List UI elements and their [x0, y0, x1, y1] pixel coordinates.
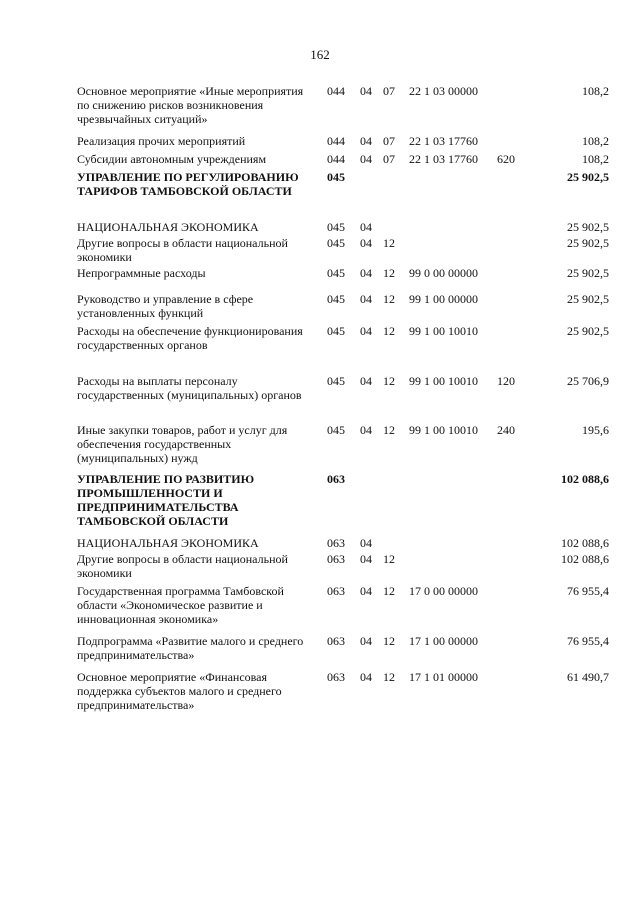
table-row — [77, 292, 609, 320]
department-row — [77, 472, 609, 528]
row-department-code: 045 — [327, 236, 345, 250]
row-department-code: 045 — [327, 220, 345, 234]
row-amount: 25 902,5 — [567, 266, 609, 280]
row-subsection: 12 — [383, 670, 395, 684]
row-subsection: 12 — [383, 634, 395, 648]
department-row — [77, 170, 609, 198]
row-section: 04 — [360, 266, 372, 280]
row-name: Субсидии автономным учреждениям — [77, 152, 267, 166]
row-target-article: 22 1 03 17760 — [409, 134, 478, 148]
row-section: 04 — [360, 84, 372, 98]
row-amount: 102 088,6 — [561, 552, 609, 566]
row-amount: 25 902,5 — [567, 292, 609, 306]
row-name: Другие вопросы в области национальной экономики — [77, 236, 288, 264]
row-amount: 108,2 — [582, 84, 609, 98]
row-section: 04 — [360, 134, 372, 148]
row-name: Подпрограмма «Развитие малого и среднего предпринимательства» — [77, 634, 304, 662]
row-department-code: 045 — [327, 292, 345, 306]
row-subsection: 12 — [383, 292, 395, 306]
row-amount: 25 902,5 — [567, 236, 609, 250]
row-amount: 25 706,9 — [567, 374, 609, 388]
row-name: УПРАВЛЕНИЕ ПО РЕГУЛИРОВАНИЮ ТАРИФОВ ТАМБОВСКОЙ ОБЛАСТИ — [77, 170, 299, 198]
row-name: Расходы на обеспечение функционирования государственных органов — [77, 324, 303, 352]
row-expense-type: 120 — [497, 374, 515, 388]
row-section: 04 — [360, 634, 372, 648]
row-amount: 25 902,5 — [567, 324, 609, 338]
row-name: НАЦИОНАЛЬНАЯ ЭКОНОМИКА — [77, 220, 259, 234]
row-section: 04 — [360, 423, 372, 437]
row-target-article: 99 0 00 00000 — [409, 266, 478, 280]
table-row — [77, 536, 609, 550]
row-department-code: 045 — [327, 266, 345, 280]
row-amount: 76 955,4 — [567, 584, 609, 598]
row-amount: 61 490,7 — [567, 670, 609, 684]
row-name: Иные закупки товаров, работ и услуг для обеспечения государственных (муниципальных) нужд — [77, 423, 288, 465]
row-amount: 25 902,5 — [567, 170, 609, 184]
row-section: 04 — [360, 536, 372, 550]
row-amount: 76 955,4 — [567, 634, 609, 648]
row-subsection: 12 — [383, 374, 395, 388]
row-subsection: 12 — [383, 236, 395, 250]
row-expense-type: 240 — [497, 423, 515, 437]
row-name: НАЦИОНАЛЬНАЯ ЭКОНОМИКА — [77, 536, 259, 550]
row-name: Основное мероприятие «Финансовая поддержка субъектов малого и среднего предпринимательства» — [77, 670, 282, 712]
row-section: 04 — [360, 292, 372, 306]
row-target-article: 17 1 01 00000 — [409, 670, 478, 684]
row-target-article: 17 1 00 00000 — [409, 634, 478, 648]
row-amount: 108,2 — [582, 152, 609, 166]
row-section: 04 — [360, 670, 372, 684]
row-subsection: 12 — [383, 266, 395, 280]
row-section: 04 — [360, 152, 372, 166]
row-department-code: 045 — [327, 170, 345, 184]
table-row — [77, 584, 609, 626]
row-subsection: 12 — [383, 324, 395, 338]
row-amount: 195,6 — [582, 423, 609, 437]
table-row — [77, 266, 609, 280]
row-name: УПРАВЛЕНИЕ ПО РАЗВИТИЮ ПРОМЫШЛЕННОСТИ И ПРЕДПРИНИМАТЕЛЬСТВА ТАМБОВСКОЙ ОБЛАСТИ — [77, 472, 255, 528]
row-target-article: 17 0 00 00000 — [409, 584, 478, 598]
row-department-code: 044 — [327, 152, 345, 166]
table-row — [77, 670, 609, 712]
table-row — [77, 634, 609, 662]
row-department-code: 063 — [327, 536, 345, 550]
row-amount: 25 902,5 — [567, 220, 609, 234]
row-subsection: 12 — [383, 423, 395, 437]
row-subsection: 07 — [383, 134, 395, 148]
row-amount: 102 088,6 — [561, 536, 609, 550]
row-section: 04 — [360, 552, 372, 566]
table-row — [77, 552, 609, 580]
row-section: 04 — [360, 220, 372, 234]
table-row — [77, 236, 609, 264]
row-subsection: 12 — [383, 584, 395, 598]
row-amount: 102 088,6 — [561, 472, 609, 486]
table-row — [77, 220, 609, 234]
row-department-code: 045 — [327, 324, 345, 338]
row-target-article: 99 1 00 10010 — [409, 423, 478, 437]
row-name: Другие вопросы в области национальной экономики — [77, 552, 288, 580]
row-name: Непрограммные расходы — [77, 266, 206, 280]
row-department-code: 044 — [327, 84, 345, 98]
row-target-article: 22 1 03 00000 — [409, 84, 478, 98]
row-name: Реализация прочих мероприятий — [77, 134, 246, 148]
row-section: 04 — [360, 324, 372, 338]
table-row — [77, 423, 609, 465]
row-department-code: 045 — [327, 374, 345, 388]
table-row — [77, 134, 609, 148]
row-section: 04 — [360, 374, 372, 388]
row-name: Расходы на выплаты персоналу государственных (муниципальных) органов — [77, 374, 302, 402]
row-target-article: 99 1 00 10010 — [409, 324, 478, 338]
row-name: Руководство и управление в сфере установленных функций — [77, 292, 254, 320]
row-target-article: 99 1 00 00000 — [409, 292, 478, 306]
row-subsection: 12 — [383, 552, 395, 566]
row-amount: 108,2 — [582, 134, 609, 148]
row-department-code: 063 — [327, 634, 345, 648]
row-section: 04 — [360, 236, 372, 250]
row-department-code: 063 — [327, 584, 345, 598]
row-department-code: 063 — [327, 472, 345, 486]
row-department-code: 063 — [327, 552, 345, 566]
row-department-code: 044 — [327, 134, 345, 148]
row-subsection: 07 — [383, 152, 395, 166]
row-name: Основное мероприятие «Иные мероприятия по снижению рисков возникновения чрезвычайных ситуаций» — [77, 84, 304, 126]
row-subsection: 07 — [383, 84, 395, 98]
row-department-code: 063 — [327, 670, 345, 684]
row-section: 04 — [360, 584, 372, 598]
page-number: 162 — [310, 47, 330, 62]
table-row — [77, 374, 609, 402]
row-department-code: 045 — [327, 423, 345, 437]
table-row — [77, 152, 609, 166]
row-expense-type: 620 — [497, 152, 515, 166]
table-row — [77, 324, 609, 352]
row-target-article: 22 1 03 17760 — [409, 152, 478, 166]
row-target-article: 99 1 00 10010 — [409, 374, 478, 388]
table-row — [77, 84, 609, 126]
row-name: Государственная программа Тамбовской области «Экономическое развитие и инновационная экономика» — [77, 584, 284, 626]
